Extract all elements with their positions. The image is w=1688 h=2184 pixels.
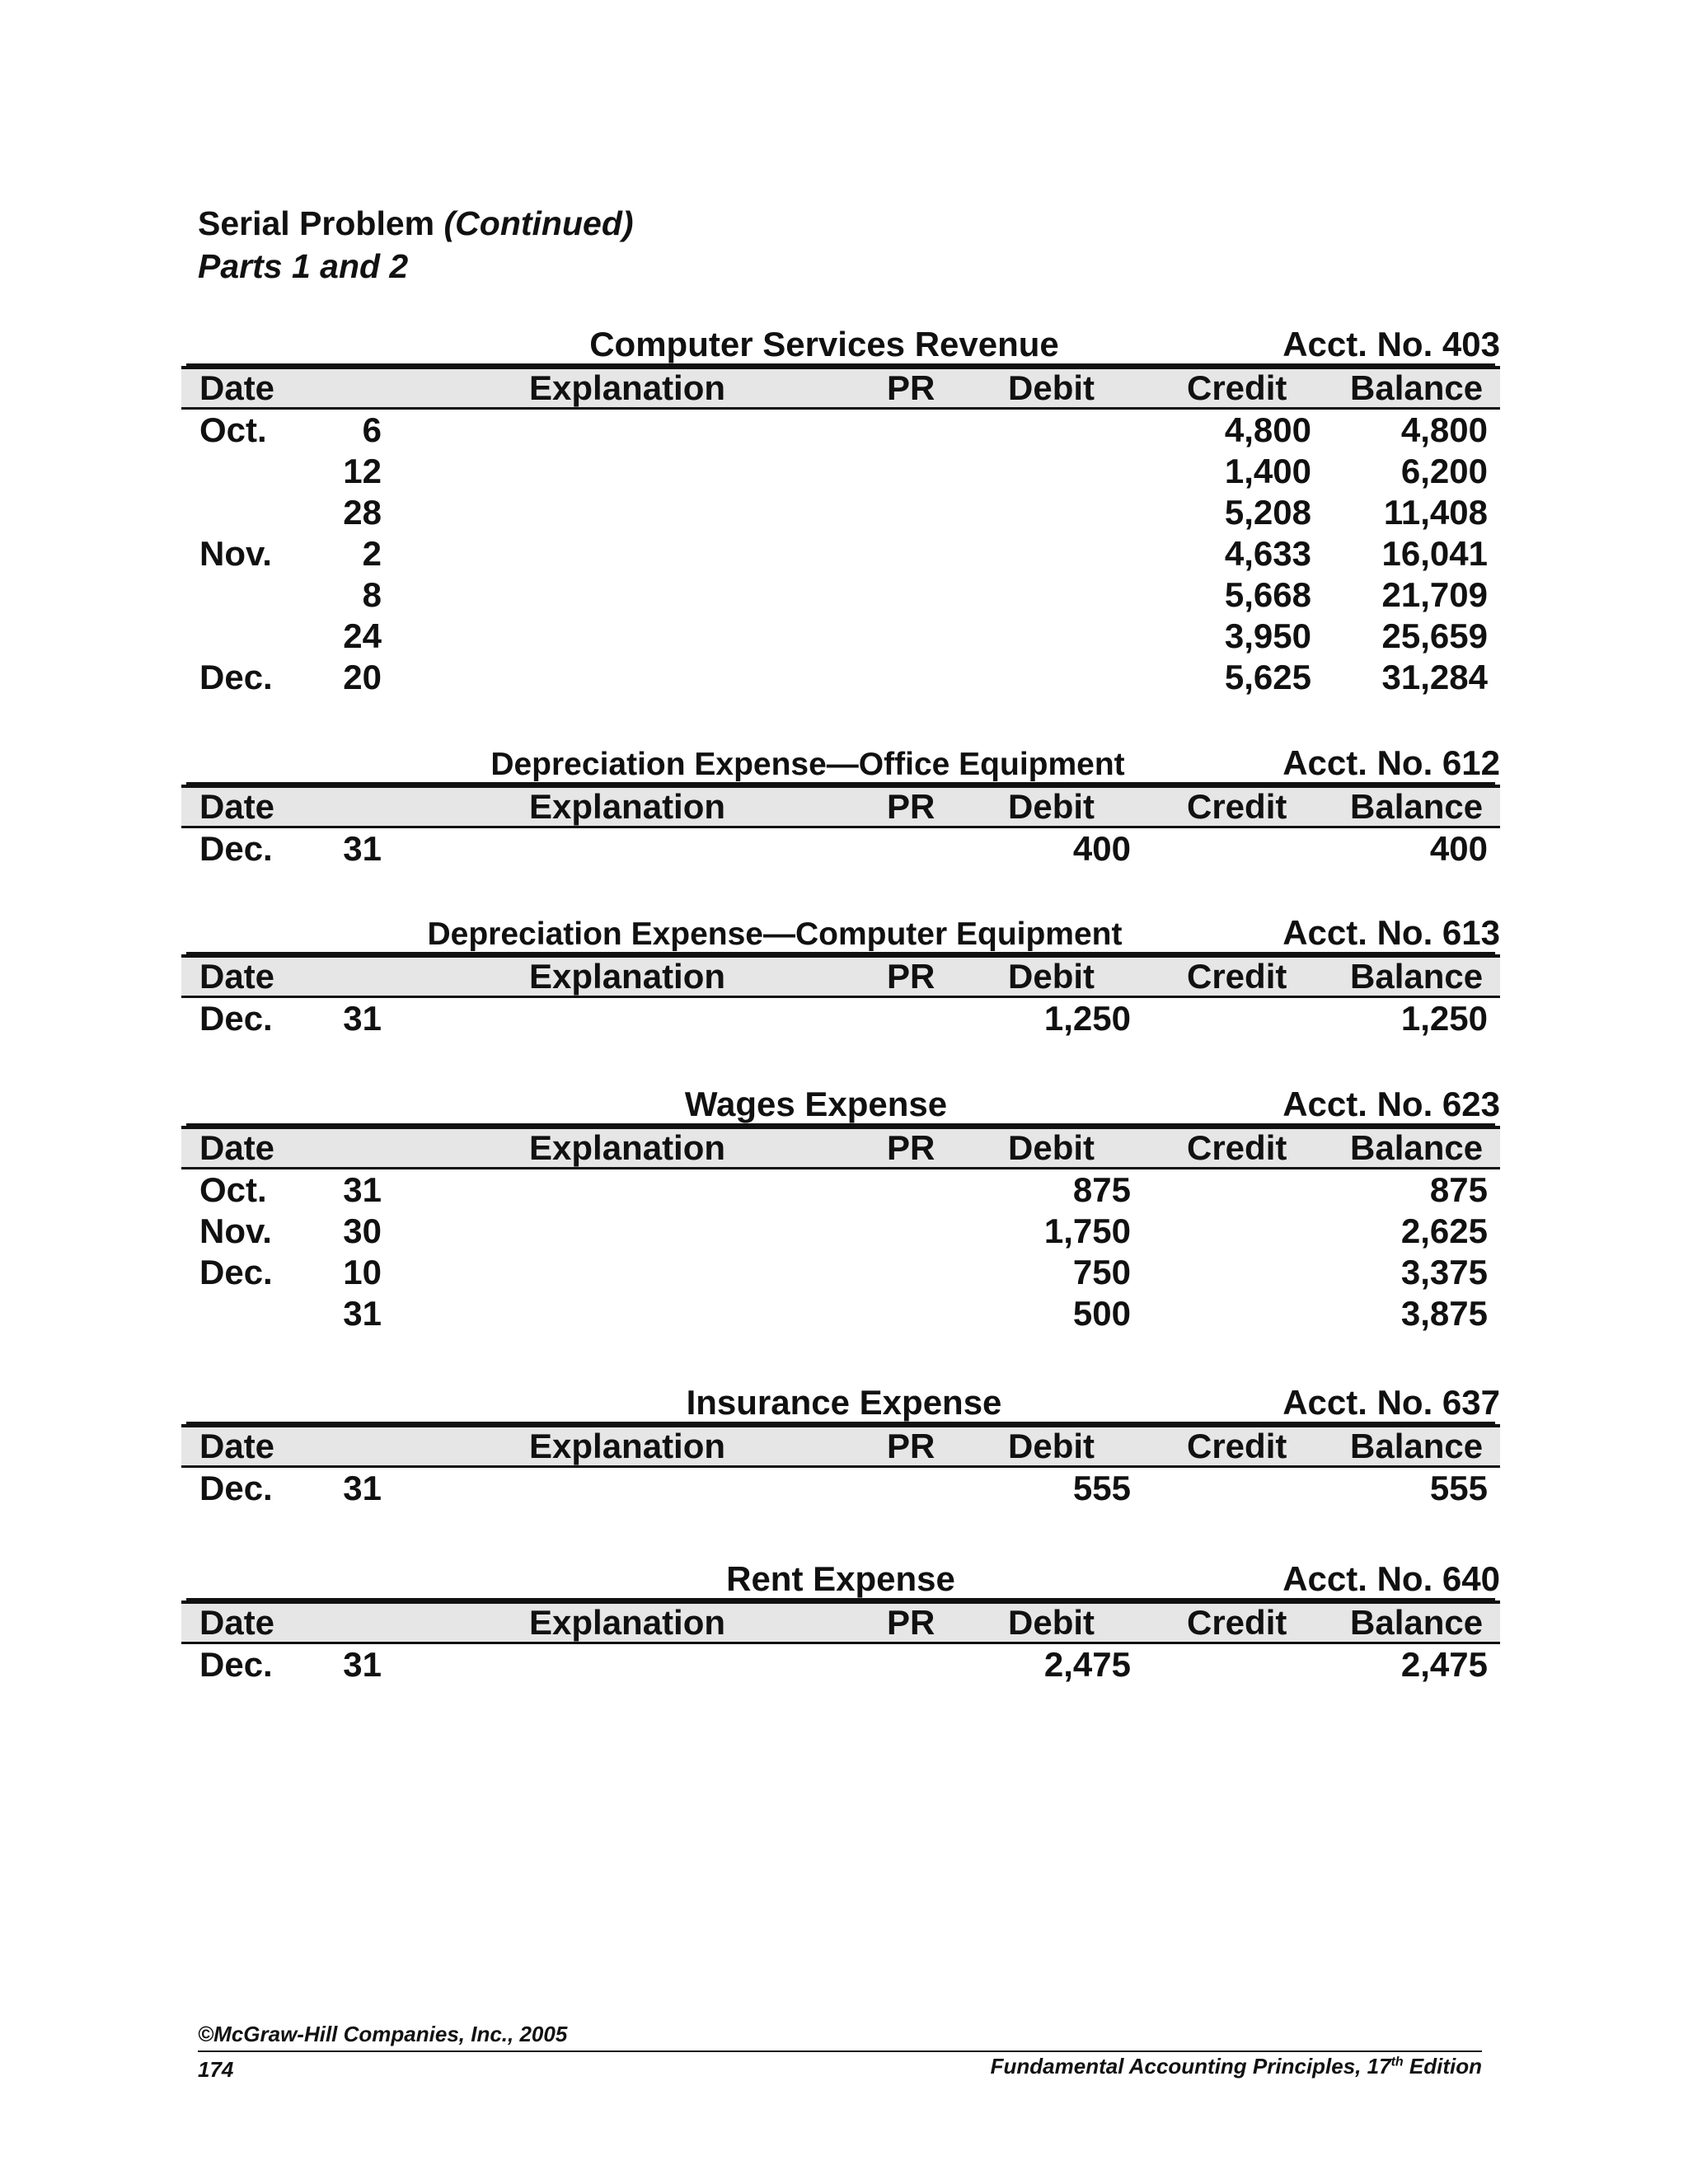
col-balance: Balance [1350, 787, 1484, 826]
ledger-entry [181, 451, 1500, 492]
ledger-computer-services-revenue [181, 323, 1500, 698]
ledger-entry [181, 1468, 1500, 1509]
ledger-title-row [181, 323, 1500, 366]
entry-day: 31 [343, 1294, 382, 1333]
column-header-row [181, 1424, 1500, 1468]
entry-day: 31 [343, 1645, 382, 1684]
ledger-entry [181, 533, 1500, 574]
column-header-row [181, 1601, 1500, 1644]
col-pr: PR [887, 787, 935, 826]
footer-bottom-line [198, 2052, 1482, 2085]
entry-day: 24 [343, 616, 382, 655]
col-debit: Debit [1008, 1128, 1095, 1167]
entry-month: Nov. [199, 1212, 272, 1250]
ledger-title: Depreciation Expense—Office Equipment [490, 747, 1125, 782]
page-heading [198, 202, 634, 288]
ledger-title: Computer Services Revenue [589, 325, 1059, 363]
entry-month: Dec. [199, 1645, 273, 1684]
page-footer [198, 2019, 1482, 2085]
col-balance: Balance [1350, 1128, 1484, 1167]
ledger-entry [181, 1293, 1500, 1334]
entry-month: Dec. [199, 1469, 273, 1507]
heading-parts: Parts 1 and 2 [198, 247, 409, 285]
ledger-title: Depreciation Expense—Computer Equipment [427, 916, 1123, 952]
entry-credit: 4,800 [1224, 410, 1311, 449]
entry-debit: 2,475 [1043, 1645, 1131, 1684]
ledger-title-row [181, 1083, 1500, 1126]
entry-day: 20 [343, 658, 382, 696]
ledger-title: Rent Expense [726, 1559, 955, 1598]
entry-balance: 16,041 [1381, 534, 1488, 573]
entry-month: Oct. [199, 410, 267, 449]
col-balance: Balance [1350, 1427, 1484, 1465]
col-explanation: Explanation [529, 957, 726, 996]
page-number: 174 [198, 2057, 234, 2082]
book-title-suffix: Edition [1403, 2054, 1482, 2079]
col-debit: Debit [1008, 1603, 1095, 1642]
ledger-entry [181, 492, 1500, 533]
col-debit: Debit [1008, 787, 1095, 826]
entry-credit: 5,208 [1224, 493, 1311, 532]
entry-balance: 1,250 [1400, 999, 1488, 1038]
entry-balance: 875 [1429, 1170, 1488, 1209]
ledger-entry [181, 1644, 1500, 1685]
entry-debit: 875 [1072, 1170, 1131, 1209]
col-credit: Credit [1187, 1128, 1287, 1167]
ledger-title: Wages Expense [684, 1085, 948, 1123]
col-explanation: Explanation [529, 1128, 726, 1167]
ledger-wages-expense [181, 1083, 1500, 1334]
ledger-entry [181, 828, 1500, 869]
copyright-notice: ©McGraw-Hill Companies, Inc., 2005 [198, 2022, 568, 2046]
account-number: Acct. No. 612 [1282, 743, 1500, 782]
ledger-depreciation-office-equipment [181, 742, 1500, 869]
entry-balance: 2,625 [1400, 1212, 1488, 1250]
ledger-entry [181, 1169, 1500, 1211]
col-debit: Debit [1008, 1427, 1095, 1465]
entry-balance: 31,284 [1381, 658, 1488, 696]
column-header-row [181, 954, 1500, 998]
entry-credit: 5,668 [1224, 575, 1311, 614]
col-explanation: Explanation [529, 1603, 726, 1642]
entry-credit: 3,950 [1224, 616, 1311, 655]
entry-balance: 25,659 [1381, 616, 1488, 655]
account-number: Acct. No. 613 [1282, 913, 1500, 952]
entry-day: 31 [343, 999, 382, 1038]
col-credit: Credit [1187, 787, 1287, 826]
col-credit: Credit [1187, 1427, 1287, 1465]
ledger-title-row [181, 912, 1500, 954]
ledger-insurance-expense [181, 1381, 1500, 1509]
entry-month: Dec. [199, 999, 273, 1038]
col-date: Date [199, 1603, 275, 1642]
col-credit: Credit [1187, 1603, 1287, 1642]
entry-balance: 21,709 [1381, 575, 1488, 614]
col-pr: PR [887, 368, 935, 407]
ledger-title-row [181, 742, 1500, 785]
entry-credit: 1,400 [1224, 452, 1311, 490]
entry-day: 31 [343, 1469, 382, 1507]
col-balance: Balance [1350, 957, 1484, 996]
col-date: Date [199, 957, 275, 996]
col-date: Date [199, 787, 275, 826]
heading-continued: (Continued) [443, 204, 634, 242]
col-balance: Balance [1350, 1603, 1484, 1642]
account-number: Acct. No. 637 [1282, 1383, 1500, 1422]
ledger-depreciation-computer-equipment [181, 912, 1500, 1039]
entry-balance: 400 [1429, 829, 1488, 868]
entry-day: 10 [343, 1253, 382, 1291]
col-explanation: Explanation [529, 1427, 726, 1465]
ledger-entry [181, 1252, 1500, 1293]
col-explanation: Explanation [529, 787, 726, 826]
col-pr: PR [887, 1128, 935, 1167]
entry-debit: 400 [1072, 829, 1131, 868]
entry-credit: 5,625 [1224, 658, 1311, 696]
heading-line-1 [198, 202, 634, 245]
account-number: Acct. No. 403 [1282, 325, 1500, 363]
entry-debit: 1,250 [1043, 999, 1131, 1038]
entry-debit: 500 [1072, 1294, 1131, 1333]
account-number: Acct. No. 640 [1282, 1559, 1500, 1598]
ledger-entry [181, 410, 1500, 451]
entry-balance: 4,800 [1400, 410, 1488, 449]
entry-debit: 555 [1072, 1469, 1131, 1507]
ledger-title: Insurance Expense [686, 1383, 1002, 1422]
col-pr: PR [887, 1427, 935, 1465]
entry-credit: 4,633 [1224, 534, 1311, 573]
account-number: Acct. No. 623 [1282, 1085, 1500, 1123]
entry-balance: 3,875 [1400, 1294, 1488, 1333]
entry-day: 2 [362, 534, 382, 573]
entry-month: Nov. [199, 534, 272, 573]
col-date: Date [199, 1427, 275, 1465]
entry-day: 31 [343, 829, 382, 868]
col-pr: PR [887, 1603, 935, 1642]
entry-debit: 1,750 [1043, 1212, 1131, 1250]
ledger-entry [181, 657, 1500, 698]
book-title-text: Fundamental Accounting Principles, 17 [990, 2054, 1391, 2079]
col-date: Date [199, 1128, 275, 1167]
col-debit: Debit [1008, 957, 1095, 996]
entry-month: Dec. [199, 829, 273, 868]
ledger-title-row [181, 1558, 1500, 1601]
ledger-title-row [181, 1381, 1500, 1424]
entry-debit: 750 [1072, 1253, 1131, 1291]
ledger-entry [181, 616, 1500, 657]
entry-day: 28 [343, 493, 382, 532]
entry-balance: 3,375 [1400, 1253, 1488, 1291]
entry-balance: 11,408 [1383, 493, 1488, 532]
column-header-row [181, 366, 1500, 410]
entry-day: 12 [343, 452, 382, 490]
entry-balance: 555 [1429, 1469, 1488, 1507]
col-credit: Credit [1187, 368, 1287, 407]
col-debit: Debit [1008, 368, 1095, 407]
ledger-entry [181, 998, 1500, 1039]
book-title-superscript: th [1390, 2055, 1404, 2069]
entry-balance: 6,200 [1400, 452, 1488, 490]
column-header-row [181, 1126, 1500, 1169]
heading-title: Serial Problem [198, 204, 435, 242]
entry-month: Dec. [199, 658, 273, 696]
col-explanation: Explanation [529, 368, 726, 407]
col-pr: PR [887, 957, 935, 996]
column-header-row [181, 785, 1500, 828]
entry-day: 31 [343, 1170, 382, 1209]
entry-day: 8 [362, 575, 382, 614]
book-title [991, 2054, 1482, 2079]
entry-day: 6 [362, 410, 382, 449]
entry-month: Dec. [199, 1253, 273, 1291]
entry-month: Oct. [199, 1170, 267, 1209]
ledger-entry [181, 1211, 1500, 1252]
col-date: Date [199, 368, 275, 407]
ledger-rent-expense [181, 1558, 1500, 1685]
col-balance: Balance [1350, 368, 1484, 407]
ledger-entry [181, 574, 1500, 616]
col-credit: Credit [1187, 957, 1287, 996]
entry-day: 30 [343, 1212, 382, 1250]
entry-balance: 2,475 [1400, 1645, 1488, 1684]
